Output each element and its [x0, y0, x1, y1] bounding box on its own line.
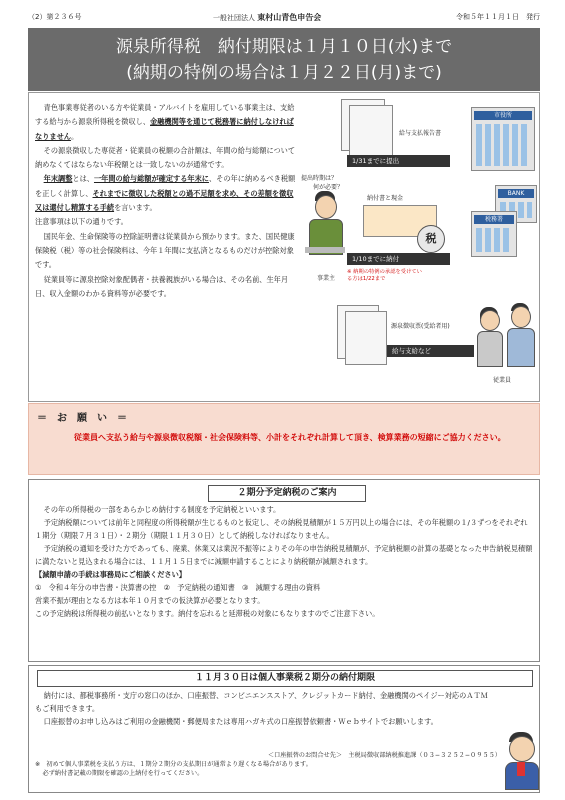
paragraph-2: その源泉徴収した専従者・従業員の税額の合計額は、年間の給与総額について納めなくてはならない年税額とは一致しないのが通常です。	[35, 145, 296, 170]
city-hall-building-icon	[471, 107, 535, 171]
deadline-arrow-2: 1/10までに納付	[347, 253, 450, 265]
emphasis-payment: 金融機関等を通じて税務署に納付しなければなりません	[35, 117, 294, 141]
business-tax-p2: 口座振替のお申し込みはご利用の金融機関・郵便局または専用ハガキ式の口座振替依頼書・Ｗｅｂサイトでお願いします。	[43, 717, 438, 726]
business-tax-body	[35, 689, 495, 728]
withholding-slip-label: 源泉徴収票(受給者用)	[391, 323, 450, 330]
issue-number: （2）第２３６号	[28, 13, 82, 21]
prepaid-p3: 予定納税の通知を受けた方であっても、廃業、休業又は業況不振等によりその年の申告納税見積額が、予定納税額の計算の基礎となった申告納税見積額に満たないと見込まれる場合には、１１月１５日までに減額申請することにより納税額が減額されます。	[35, 544, 533, 566]
deadline-arrow-1: 1/31までに提出	[347, 155, 450, 167]
footnote-1: ※ 初めて個人事業税を支払う方は、１期分２期分の支払期日が通常より遅くなる場合があります。	[35, 761, 312, 768]
issue-date: 令和５年１１月１日 発行	[456, 13, 540, 21]
salary-report-document-icon-2	[349, 105, 393, 157]
business-tax-section	[28, 665, 540, 793]
question-what: 何が必要？	[313, 184, 344, 191]
prepaid-p1: その年の所得税の一部をあらかじめ納付する制度を予定納税といいます。	[43, 505, 281, 514]
prepaid-p6: 営業不振が理由となる方は本年１０月までの仮決算が必要となります。	[35, 596, 265, 605]
employee-figure-male	[505, 303, 535, 367]
business-tax-footnotes	[35, 751, 505, 778]
contact-info: ＜口座振替のお問合せ先＞ 主税局徴収部納税推進課（０３−３２５２−０９５５）	[267, 752, 501, 759]
org-name: 東村山青色申告会	[257, 13, 322, 22]
term-year-end-adjustment: 年末調整	[43, 174, 73, 184]
paragraph-1: 青色事業専従者のいる方や従業員・アルバイトを雇用している事業主は、支給する給与から源泉所得税を徴収し、金融機関等を通じて税務署に納付しなければなりません。	[35, 103, 295, 141]
paragraph-3: 年末調整とは、一年間の給与総額が確定する年末に、その年に納めるべき税額を正しく計算し、それまでに徴収した税額との過不足額を求め、その差額を徴収又は還付し精算する手続を言います。	[35, 174, 296, 213]
withholding-slip-document-icon-2	[345, 311, 387, 365]
tax-office-building-icon	[471, 211, 517, 257]
paragraph-4: 注意事項は以下の通りです。	[35, 217, 128, 227]
prepaid-p2: 予定納税額については前年と同程度の所得税額が生じるものと仮定し、その納税見積額が１５万円以上の場合には、その年税額の１/３ずつをそれぞれ１期分（期限７月３１日）・２期分（期限１１月３０日）として納税しなければなりません。	[35, 518, 528, 540]
main-text	[35, 101, 297, 301]
special-deadline-note: ※ 納期の特例の承認を受けている方は1/22まで	[347, 269, 422, 282]
required-documents-list: ① 令和４年分の申告書・決算書の控 ② 予定納税の通知書 ③ 減額する理由の資料	[35, 583, 321, 592]
prepaid-tax-section	[28, 479, 540, 662]
salary-report-label: 給与支払報告書	[399, 130, 442, 137]
mascot-illustration	[503, 732, 539, 790]
prepaid-tax-body	[35, 503, 533, 620]
business-tax-p1: 納付には、都税事務所・支庁の窓口のほか、口座振替、コンビニエンスストア、クレジットカード納付、金融機関のペイジー対応のＡＴＭもご利用できます。	[35, 691, 488, 713]
bank-sign: BANK	[498, 189, 534, 198]
title-line-2: (納期の特例の場合は１月２２日(月)まで)	[126, 63, 442, 83]
footnote-2: 必ず納付書記載の期限を確認の上納付を行ってください。	[42, 770, 204, 777]
prepaid-p7: この予定納税は所得税の前払いとなります。納付を忘れると延滞税の対象にもなりますのでご注意下さい。	[35, 609, 380, 618]
salary-payment-arrow: 給与支給など	[387, 345, 474, 357]
org-prefix: 一般社団法人	[213, 14, 255, 22]
paragraph-6: 従業員等に源泉控除対象配偶者・扶養親族がいる場合は、その名前、生年月日、収入金額のわかる資料等が必要です。	[35, 274, 289, 298]
employer-figure	[305, 191, 345, 275]
withholding-tax-section	[28, 92, 540, 402]
business-tax-heading: １１月３０日は個人事業税２期分の納付期限	[37, 670, 533, 687]
organization	[213, 12, 321, 23]
page-header	[28, 10, 540, 24]
prepaid-tax-heading: ２期分予定納税のご案内	[208, 485, 366, 502]
title-line-1: 源泉所得税 納付期限は１月１０日(水)まで	[115, 37, 453, 57]
employer-label: 事業主	[317, 275, 336, 282]
payment-slip-label: 納付書と現金	[367, 195, 404, 202]
employee-figure-female	[475, 307, 503, 367]
request-box	[28, 403, 540, 475]
tax-office-sign: 税務署	[474, 215, 514, 224]
tax-bag-icon: 税	[417, 225, 445, 253]
page-title	[28, 28, 540, 91]
request-heading: ＝ お 願 い ＝	[37, 413, 127, 424]
city-hall-sign: 市役所	[474, 111, 532, 120]
reduction-request-heading: 【減額申請の手続は事務局にご相談ください】	[35, 570, 186, 579]
request-body: 従業員へ支払う給与や源泉徴収税額・社会保険料等、小計をそれぞれ計算して頂き、検算業務の短縮にご協力ください。	[74, 433, 506, 442]
employee-label: 従業員	[493, 377, 512, 384]
paragraph-5: 国民年金、生命保険等の控除証明書は従業員から預かります。また、国民健康保険税（税）等の社会保険料は、今年１年間に支払済となるものだけが控除対象です。	[35, 231, 295, 270]
process-illustration	[299, 93, 539, 401]
question-when: 提出時期は？	[301, 175, 338, 182]
